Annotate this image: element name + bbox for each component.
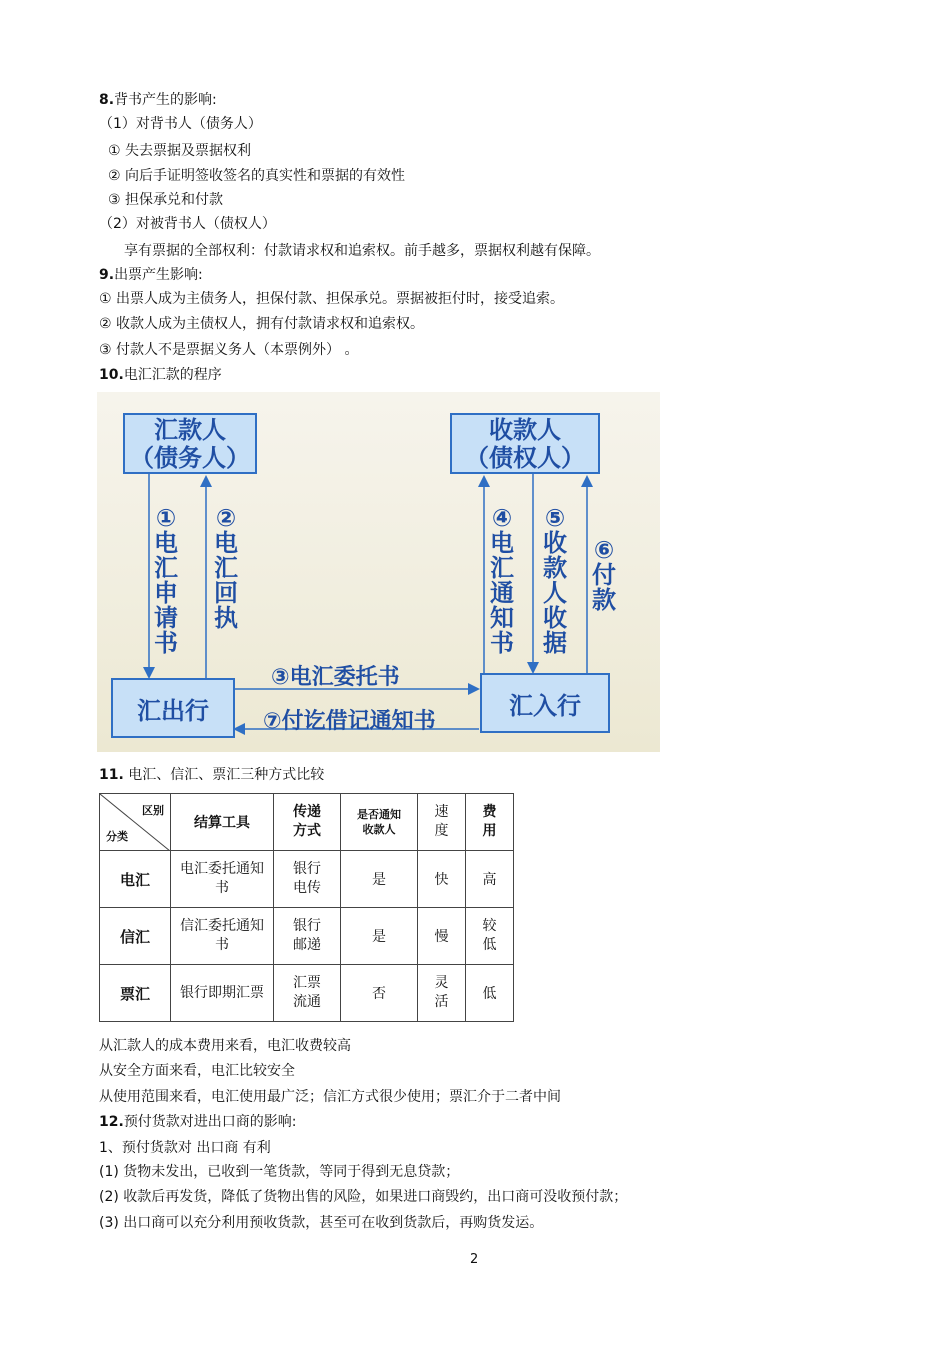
table-cell: 是 bbox=[341, 908, 418, 965]
table-corner-cell bbox=[100, 794, 171, 851]
sec8-heading bbox=[99, 90, 217, 110]
table-cell bbox=[171, 965, 274, 1022]
cell-text: 银行即期汇票 bbox=[180, 984, 264, 1001]
table-cell: 否 bbox=[341, 965, 418, 1022]
sec12-heading bbox=[99, 1112, 297, 1132]
step6-label: ⑥付款 bbox=[592, 536, 616, 614]
sec11-note3: 从使用范围来看，电汇使用最广泛；信汇方式很少使用；票汇介于二者中间 bbox=[99, 1089, 561, 1105]
comparison-table bbox=[99, 793, 514, 1022]
remitting-bank-box bbox=[111, 678, 235, 738]
table-cell bbox=[274, 965, 341, 1022]
header-text: 费用 bbox=[482, 804, 497, 839]
table-cell: 快 bbox=[418, 851, 466, 908]
header-cell: 结算工具 bbox=[171, 794, 274, 851]
sec10-heading bbox=[99, 365, 222, 385]
remitter-role: （债务人） bbox=[130, 443, 250, 472]
sec8-title: 背书产生的影响: bbox=[114, 92, 217, 108]
paying-bank-box bbox=[480, 673, 610, 733]
sec12-item3: (3) 出口商可以充分利用预收货款，甚至可在收到货款后，再购货发运。 bbox=[99, 1215, 544, 1231]
cell-text: 较低 bbox=[482, 918, 497, 953]
sec8-point2: （2）对被背书人（债权人） bbox=[99, 216, 276, 232]
row-name: 票汇 bbox=[100, 965, 171, 1022]
sec10-number: 10. bbox=[99, 367, 124, 383]
table-cell: 高 bbox=[466, 851, 514, 908]
table-cell: 是 bbox=[341, 851, 418, 908]
table-cell bbox=[171, 908, 274, 965]
sec11-title: 电汇、信汇、票汇三种方式比较 bbox=[123, 767, 325, 783]
corner-bottom-label: 分类 bbox=[106, 830, 128, 843]
sec12-number: 12. bbox=[99, 1114, 124, 1130]
header-cell bbox=[466, 794, 514, 851]
step4-label: ④电汇通知书 bbox=[490, 504, 514, 657]
wire-transfer-diagram bbox=[97, 392, 660, 752]
header-text: 速度 bbox=[434, 804, 449, 839]
sec9-heading bbox=[99, 265, 203, 285]
header-text: 是否通知收款人 bbox=[357, 808, 401, 836]
step7-label: ⑦付讫借记通知书 bbox=[263, 709, 436, 734]
sec12-item1: (1) 货物未发出，已收到一笔货款，等同于得到无息贷款； bbox=[99, 1164, 460, 1180]
sec11-note2: 从安全方面来看，电汇比较安全 bbox=[99, 1063, 295, 1079]
sec9-item2: ② 收款人成为主债权人，拥有付款请求权和追索权。 bbox=[99, 316, 424, 332]
table-cell bbox=[274, 908, 341, 965]
table-row bbox=[100, 851, 514, 908]
cell-text: 汇票流通 bbox=[293, 975, 321, 1010]
payee-label: 收款人 bbox=[489, 415, 561, 444]
header-cell bbox=[418, 794, 466, 851]
cell-text: 电汇委托通知书 bbox=[180, 861, 264, 896]
remitting-bank-label: 汇出行 bbox=[137, 696, 209, 725]
table-cell bbox=[274, 851, 341, 908]
step2-label: ②电汇回执 bbox=[214, 504, 238, 632]
payee-box bbox=[450, 413, 600, 474]
remitter-box bbox=[123, 413, 257, 474]
cell-text: 信汇委托通知书 bbox=[180, 918, 264, 953]
step3-label: ③电汇委托书 bbox=[271, 665, 400, 690]
header-text: 传递方式 bbox=[293, 804, 321, 839]
sec8-item1: ① 失去票据及票据权利 bbox=[108, 143, 252, 159]
sec9-item3: ③ 付款人不是票据义务人（本票例外） 。 bbox=[99, 342, 359, 358]
sec12-item2: (2) 收款后再发货，降低了货物出售的风险，如果进口商毁约，出口商可没收预付款； bbox=[99, 1189, 628, 1205]
header-cell bbox=[274, 794, 341, 851]
sec8-point2-text: 享有票据的全部权利：付款请求权和追索权。前手越多，票据权利越有保障。 bbox=[124, 243, 600, 259]
step1-label: ①电汇申请书 bbox=[154, 504, 178, 657]
sec10-title: 电汇汇款的程序 bbox=[123, 367, 222, 383]
remitter-label: 汇款人 bbox=[154, 415, 226, 444]
payee-role: （债权人） bbox=[465, 443, 585, 472]
paying-bank-label: 汇入行 bbox=[509, 691, 581, 720]
row-name: 信汇 bbox=[100, 908, 171, 965]
table-cell bbox=[418, 965, 466, 1022]
step5-label: ⑤收款人收据 bbox=[543, 504, 567, 657]
header-cell bbox=[341, 794, 418, 851]
table-cell bbox=[171, 851, 274, 908]
sec9-title: 出票产生影响: bbox=[114, 267, 203, 283]
sec11-note1: 从汇款人的成本费用来看，电汇收费较高 bbox=[99, 1038, 351, 1054]
sec12-title: 预付货款对进出口商的影响: bbox=[123, 1114, 297, 1130]
sec11-heading bbox=[99, 765, 324, 785]
table-row bbox=[100, 965, 514, 1022]
sec9-number: 9. bbox=[99, 267, 115, 283]
cell-text: 灵活 bbox=[434, 975, 449, 1010]
sec8-number: 8. bbox=[99, 92, 115, 108]
table-cell bbox=[466, 908, 514, 965]
cell-text: 银行邮递 bbox=[293, 918, 321, 953]
row-name: 电汇 bbox=[100, 851, 171, 908]
cell-text: 银行电传 bbox=[293, 861, 321, 896]
sec12-point1: 1、预付货款对 出口商 有利 bbox=[99, 1140, 271, 1156]
table-cell: 低 bbox=[466, 965, 514, 1022]
table-cell: 慢 bbox=[418, 908, 466, 965]
corner-top-label: 区别 bbox=[142, 804, 164, 817]
sec8-point1: （1）对背书人（债务人） bbox=[99, 116, 262, 132]
table-header-row bbox=[100, 794, 514, 851]
table-row bbox=[100, 908, 514, 965]
sec8-item2: ② 向后手证明签收签名的真实性和票据的有效性 bbox=[108, 168, 405, 184]
page-number: 2 bbox=[470, 1252, 479, 1267]
sec8-item3: ③ 担保承兑和付款 bbox=[108, 192, 224, 208]
sec9-item1: ① 出票人成为主债务人，担保付款、担保承兑。票据被拒付时，接受追索。 bbox=[99, 291, 564, 307]
sec11-number: 11. bbox=[99, 767, 124, 783]
